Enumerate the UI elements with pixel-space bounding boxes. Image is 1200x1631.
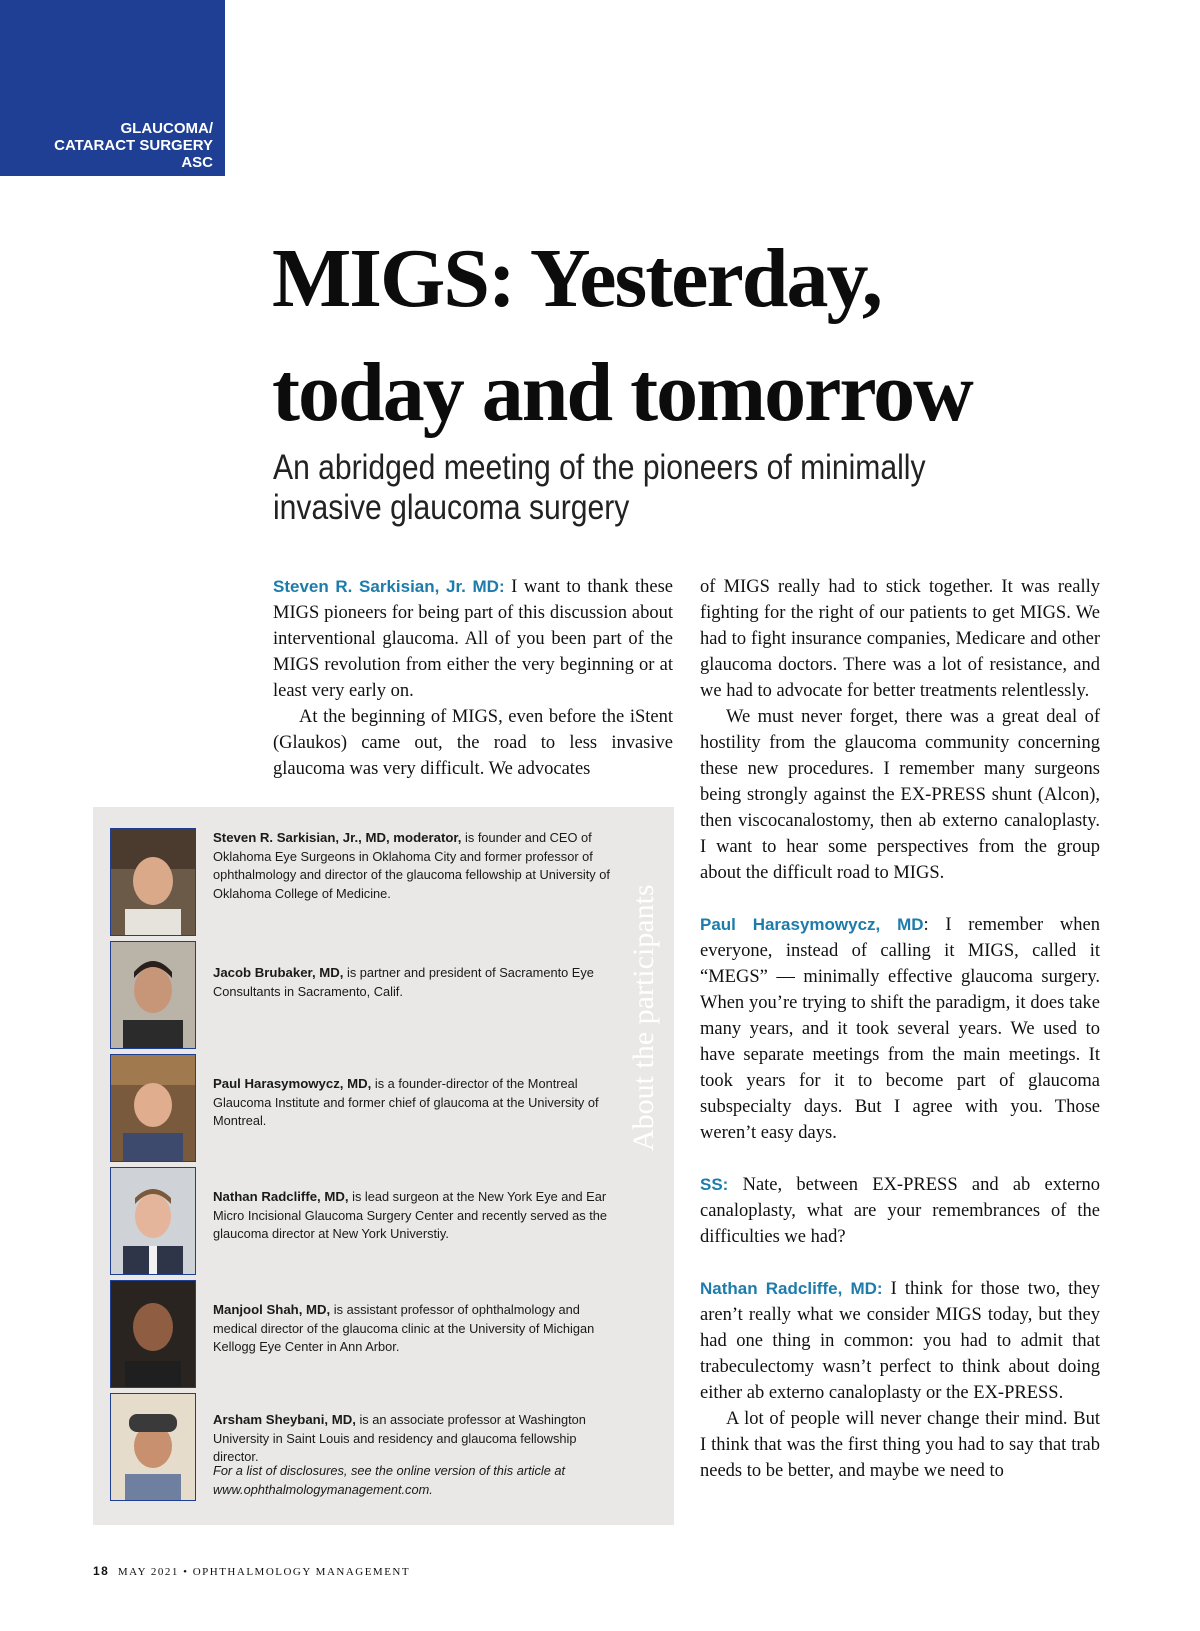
title-line-2: today and tomorrow [272,346,972,439]
participant-photo [110,1167,196,1275]
paragraph: Paul Harasymowycz, MD: I remember when everyone, instead of calling it MIGS, called it “MEGS” — minimally effective glaucoma surgery. When you’re trying to shift the paradigm, it does take many years, and it took several years. We used to have separate meetings from the main meetings. It took years for it to become part of glaucoma subspecialty days. But I agree with you. Those weren’t easy days. [700,915,1100,1143]
portrait-image [111,1055,195,1161]
portrait-image [111,942,195,1048]
speaker-name: Paul Harasymowycz, MD [700,915,924,934]
participant-name: Arsham Sheybani, MD, [213,1412,356,1427]
section-tab [0,0,225,176]
participant-bio: Steven R. Sarkisian, Jr., MD, moderator, is founder and CEO of Oklahoma Eye Surgeons in Oklahoma City and former professor of ophthalmology and director of the glaucoma fellowship at University of Oklahoma College of Medicine. [213,830,610,901]
paragraph: At the beginning of MIGS, even before the iStent (Glaukos) came out, the road to less invasive glaucoma was very difficult. We advocates [273,707,673,779]
portrait-image [111,1281,195,1387]
participant-bio: Jacob Brubaker, MD, is partner and president of Sacramento Eye Consultants in Sacramento, Calif. [213,965,594,999]
page-number: 18 [93,1564,110,1578]
participant-bio: Manjool Shah, MD, is assistant professor of ophthalmology and medical director of the glaucoma clinic at the University of Michigan Kellogg Eye Center in Ann Arbor. [213,1302,595,1354]
article-title [272,222,1172,450]
page-footer [93,1564,410,1578]
participant-name: Nathan Radcliffe, MD, [213,1189,349,1204]
paragraph: SS: Nate, between EX-PRESS and ab externo canaloplasty, what are your remembrances of the difficulties we had? [700,1175,1100,1247]
paragraph: A lot of people will never change their mind. But I think that was the first thing you had to say that trab needs to be better, and maybe we need to [700,1409,1100,1481]
participant-bio: Paul Harasymowycz, MD, is a founder-director of the Montreal Glaucoma Institute and former chief of glaucoma at the University of Montreal. [213,1076,599,1128]
disclosure-note: For a list of disclosures, see the online version of this article at www.ophthalmologymanagement.com. [213,1463,566,1497]
paragraph: We must never forget, there was a great deal of hostility from the glaucoma community concerning these new procedures. I remember many surgeons being strongly against the EX-PRESS shunt (Alcon), then viscocanalostomy, then ab externo canaloplasty. I want to hear some perspectives from the group about the difficult road to MIGS. [700,707,1100,883]
article-subtitle: An abridged meeting of the pioneers of minimally invasive glaucoma surgery [273,448,926,527]
paragraph: Nathan Radcliffe, MD: I think for those two, they aren’t really what we consider MIGS today, but they had one thing in common: you had to admit that trabeculectomy wasn’t perfect to think about doing either ab externo canaloplasty or the EX-PRESS. [700,1279,1100,1403]
participant-photo [110,1280,196,1388]
participant-name: Paul Harasymowycz, MD, [213,1076,372,1091]
speaker-name: SS: [700,1175,729,1194]
participant-photo [110,1393,196,1501]
speaker-name: Steven R. Sarkisian, Jr. MD: [273,577,505,596]
participant-photo [110,1054,196,1162]
title-line-1: MIGS: Yesterday, [272,232,881,325]
participant-name: Jacob Brubaker, MD, [213,965,344,980]
section-label: GLAUCOMA/ CATARACT SURGERY ASC [54,120,213,171]
participant-photo [110,941,196,1049]
speaker-name: Nathan Radcliffe, MD: [700,1279,883,1298]
body-column-right [700,574,1100,1484]
paragraph: of MIGS really had to stick together. It was really fighting for the right of our patients to get MIGS. We had to fight insurance companies, Medicare and other glaucoma doctors. There was a lot of resistance, and we had to advocate for better treatments relentlessly. [700,577,1100,701]
portrait-image [111,1168,195,1274]
paragraph: Steven R. Sarkisian, Jr. MD: I want to thank these MIGS pioneers for being part of this discussion about interventional glaucoma. All of you been part of the MIGS revolution from either the very beginning or at least very early on. [273,577,674,701]
issue-line: MAY 2021 • OPHTHALMOLOGY MANAGEMENT [117,1566,411,1578]
portrait-image [111,1394,195,1500]
participant-bio: Arsham Sheybani, MD, is an associate professor at Washington University in Saint Louis and residency and glaucoma fellowship director. [213,1412,586,1464]
portrait-image [111,829,195,935]
participant-name: Manjool Shah, MD, [213,1302,331,1317]
participant-name: Steven R. Sarkisian, Jr., MD, moderator, [213,830,462,845]
body-column-left [273,574,673,782]
participant-photo [110,828,196,936]
participants-heading: About the participants [627,884,660,1151]
participant-bio: Nathan Radcliffe, MD, is lead surgeon at the New York Eye and Ear Micro Incisional Glaucoma Surgery Center and recently served as the glaucoma director at New York Universtiy. [213,1189,608,1241]
